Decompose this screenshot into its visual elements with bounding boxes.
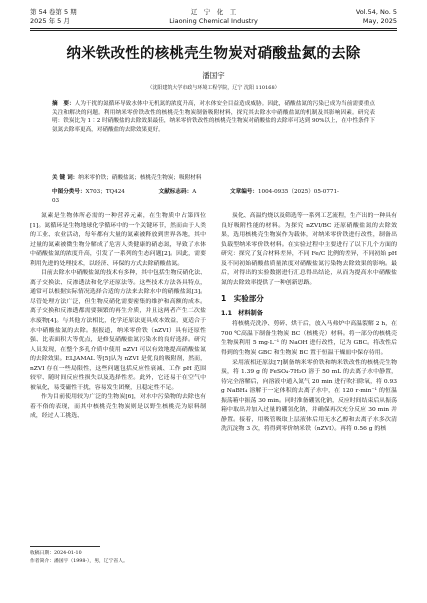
keywords [52,174,375,183]
body-paragraph: 作为目前使用较为广泛的生物炭[6]，对水中污染物的去除也有着不俗的表现，而其中核桃壳生物炭则是以野生核桃壳为原料制成，经过人工挑选、 [30,394,206,420]
issue-date-en: May, 2025 [362,16,397,25]
paper-title: 纳米铁改性的核桃壳生物炭对硝酸盐氮的去除 [66,46,361,62]
keywords-label: 关 键 词： [52,175,79,181]
author-name: 潘国宇 [202,71,225,80]
abstract [52,100,375,134]
received-date: 2024-01-10 [54,551,82,556]
article-id-label: 文章编号： [230,189,258,195]
journal-name-en: Liaoning Chemical Industry [169,16,258,25]
footnote-rule [30,546,100,547]
header-rule-thin [30,30,397,31]
volume-issue-en [356,8,397,25]
volume-issue-en-line: Vol.54, No. 5 [355,8,397,16]
body-paragraph: 氮素是生物体所必需的一种营养元素，在生物质中占第四位[1]。氮循环是生物地球化学循环中的一个关键环节，然而由于人类的工业、农业活动，每年都有大量的氮素被释放到世界各地，其中过量的氮素被微生物分解成了危害人类健康的硝态氮，导致了水体中硝酸盐氮的浓度升高，引发了一系列的生态问题[2]。因此，需要利用先进的处理技术，以经济、环保的方式去除硝酸盐氮。 [30,213,206,267]
body-paragraph: 目前去除水中硝酸盐氮的技术有多种，其中包括生物反硝化法、离子交换法、反渗透法和化学还原法等。这些技术方法各具特点，通常可以根据实际情况选择合适的方法来去除水中的硝酸盐氮[3]。尽管处理方法广泛，但生物反硝化需要密集的维护和高额的成本。离子交换和反渗透都需要频繁的再生介质，并且这两者产生二次盐水废物[4]。与其他方法相比，化学还原法更具成本效益，更适合于水中硝酸盐氮的去除。据报道，纳米零价铁（nZVI）具有还原性强、比表面积大等优点，是修复硝酸盐氮污染水的良好选择。研究人员发现，在整个多孔介质中使用 nZVI 可以有效地提高硝酸盐氮的去除效果。ELJAMAL 等[5]认为 nZVI 是优良的吸附剂，然而，nZVI 存在一些局限性，这些问题包括反应性衰减、工作 pH 范围较窄、随时间反应性损失以及选择性差。此外，它还易于在空气中被氧化，易受磁性干扰，容易发生团聚，且稳定性不足。 [30,270,206,391]
volume-issue-line: 第 54 卷第 5 期 [30,8,77,16]
journal-name-cn: 辽 宁 化 工 [190,8,237,16]
article-id: 1004-0935（2025）05-0771-03 [52,189,339,204]
clc-label: 中图分类号： [52,189,86,195]
body-column-left [30,212,206,422]
abstract-label: 摘 要： [52,101,75,107]
abstract-text: 人为干扰的氮循环导致水体中无机氮的浓度升高，对水体安全目益造成威胁。因此，硝酸盐氮的污染已成为当前需要重点关注和解决的问题。利用纳米零价铁改性的核桃壳生物炭制备吸附材料，探究其去除水中硝酸盐氮的机制及其影响因素。研究表明：铁炭比为 1∶2 时硝酸盐的去除效果最佳，纳米零价铁改性的核桃壳生物炭对硝酸盐的去除率可达到 90%以上，在中性条件下氨氮去除率更高，对硝酸盐的去除效果更好。 [52,101,375,133]
footnote [30,550,230,565]
author-bio-label: 作者简介： [30,558,54,564]
clc-code: X703；TQ424 [85,189,125,195]
received-label: 收稿日期： [30,551,54,556]
header-rule [30,28,397,29]
issue-date: 2025 年 5 月 [30,16,70,25]
doc-code: A [192,189,197,195]
subsection-heading: 1.1 材料制备 [221,310,263,318]
keywords-text: 纳米零价铁；硝酸盐氮；核桃壳生物炭；吸附材料 [78,175,202,181]
author-affiliation: （沈阳建筑大学市政与环境工程学院，辽宁 沈阳 110168） [147,85,280,91]
body-paragraph: 炭化、高温灼烧以及筛选等一系列工艺流程，生产出的一种具有良好吸附性能的材料。为探究 nZVI/BC 还原硝酸盐氮的去除效果，选用核桃壳生物炭作为载体，对纳米零价铁进行改性，制备出负载型纳米零价铁材料。在实验过程中主要进行了以下几个方面的研究：探究了复合材料差异，不同 Fe/C 比例的差异，不同初始 pH 及不同初始硝酸盐质量浓度对硝酸盐氮污染物去除效果的影响。最后，对得出的实验数据进行汇总得出结论，从而为提高水中硝酸盐氮的去除效率提供了一种创新思路。 [221,213,397,286]
author-bio: 潘国宇（1998-），男，辽宁省人。 [54,558,128,564]
body-paragraph: 将核桃壳洗净、剪碎、烘干后，放入马弗炉中高温裂解 2 h，在 700 ℃高温下制备生物炭 BC（核桃壳）材料。将一部分的核桃壳生物炭利用 5 mg·L⁻¹ 的 NaOH 进行改性，记为 GBC。将改性后得到的生物炭 GBC 和生物炭 BC 置于恒温干燥皿中保存待用。 [221,321,397,357]
classification-info [52,188,375,205]
journal-name [30,8,397,25]
doc-code-label: 文献标志码： [158,189,193,195]
section-heading: 1 实验部分 [221,294,264,304]
body-paragraph: 采用液相还原法[7]制备纳米零价铁和纳米铁改性的核桃壳生物炭，将 1.39 g 的 FeSO₄·7H₂O 溶于 50 mL 的去离子水中静置，待完全溶解后，向溶液中通入氮气 20 min 进行吹扫除氧，将 0.93 g NaBH₄ 溶解于一定体积的去离子水中，在 120 r·min⁻¹ 的恒温振荡箱中振荡 30 min。同时准备硼氢化钠，反应时间结束后从振荡箱中取出并加入过量的硼氢化钠，并确保再次充分反应 30 min 并静置。接着，用吸管吸取上层液体后用无水乙醇和去离子水多次清洗沉淀物 3 次，将得到零价纳米铁（nZVI）。再将 0.56 g 的核 [221,359,397,433]
body-column-right [221,212,397,435]
